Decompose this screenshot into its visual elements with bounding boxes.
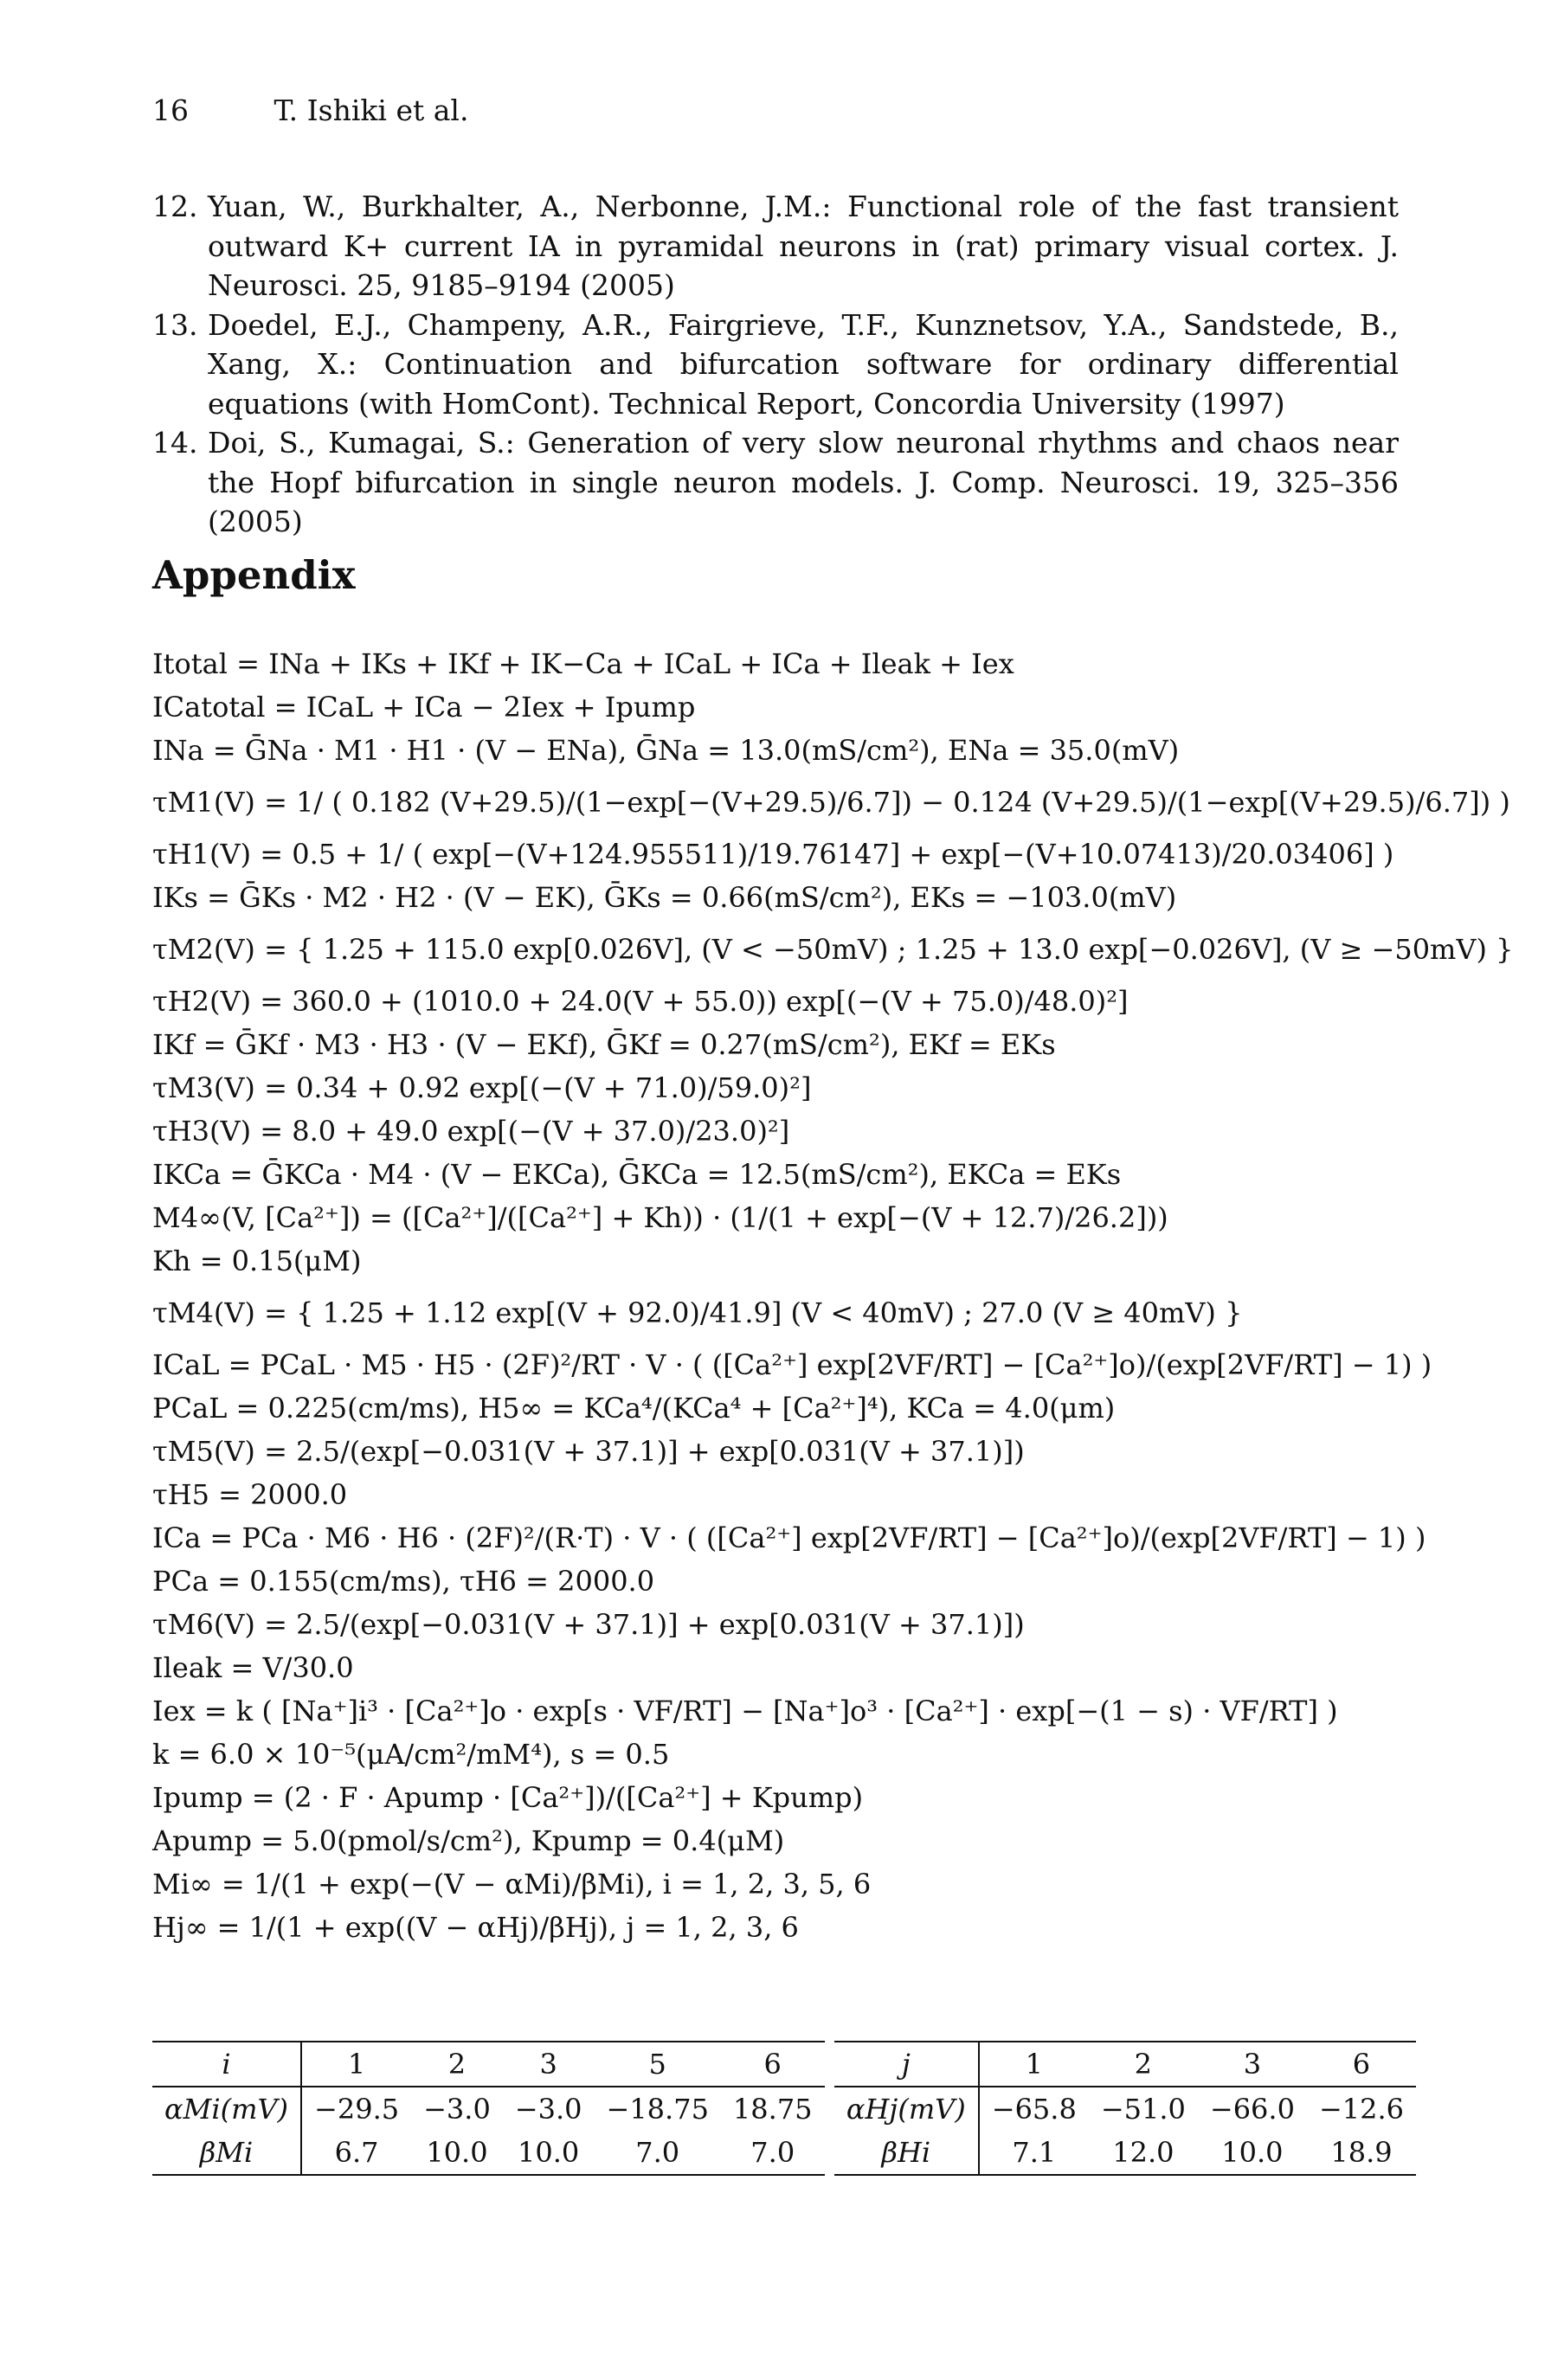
table-cell: 1	[979, 2042, 1089, 2087]
equation: IKs = ḠKs · M2 · H2 · (V − EK), ḠKs = 0.66(mS/cm²), EKs = −103.0(mV)	[152, 881, 1177, 914]
reference-text: Doedel, E.J., Champeny, A.R., Fairgrieve, T.F., Kunznetsov, Y.A., Sandstede, B., Xang, X.: Continuation and bifurcation software for ordinary differential equations (with HomCont). Technical Report, Concordia University (1997)	[208, 307, 1399, 421]
table-cell: −65.8	[991, 2093, 1077, 2126]
running-title: T. Ishiki et al.	[274, 93, 469, 127]
equation: ICatotal = ICaL + ICa − 2Iex + Ipump	[152, 691, 696, 724]
equation: INa = ḠNa · M1 · H1 · (V − ENa), ḠNa = 13.0(mS/cm²), ENa = 35.0(mV)	[152, 734, 1180, 767]
table-cell: −29.5	[314, 2093, 400, 2126]
table-row	[834, 2087, 1416, 2131]
table-cell: −66.0	[1209, 2093, 1295, 2126]
reference-item	[152, 423, 1399, 542]
m-gate-parameter-table	[152, 2041, 825, 2176]
table-header-row	[152, 2042, 825, 2087]
equation: τH5 = 2000.0	[152, 1478, 348, 1511]
table-cell: 12.0	[1089, 2131, 1198, 2175]
equation: IKf = ḠKf · M3 · H3 · (V − EKf), ḠKf = 0.27(mS/cm²), EKf = EKs	[152, 1028, 1056, 1061]
equation: Iex = k ( [Na⁺]i³ · [Ca²⁺]o · exp[s · VF/RT] − [Na⁺]o³ · [Ca²⁺] · exp[−(1 − s) · VF/RT] )	[152, 1695, 1338, 1727]
parameter-tables	[152, 2041, 1416, 2176]
running-header	[152, 93, 468, 127]
table-cell: 1	[301, 2042, 411, 2087]
equation: k = 6.0 × 10⁻⁵(μA/cm²/mM⁴), s = 0.5	[152, 1738, 670, 1771]
equation: Hj∞ = 1/(1 + exp((V − αHj)/βHj), j = 1, 2, 3, 6	[152, 1911, 799, 1944]
table-cell: 10.0	[503, 2131, 595, 2175]
table-row	[152, 2087, 825, 2131]
equation: PCa = 0.155(cm/ms), τH6 = 2000.0	[152, 1565, 655, 1598]
equation: τH1(V) = 0.5 + 1/ ( exp[−(V+124.955511)/19.76147] + exp[−(V+10.07413)/20.03406] )	[152, 838, 1394, 871]
table-cell: 7.0	[721, 2131, 825, 2175]
table-cell: αMi(mV)	[152, 2087, 301, 2131]
reference-number: 14.	[152, 426, 198, 460]
table-cell: 6.7	[301, 2131, 411, 2175]
table-cell: −3.0	[514, 2093, 582, 2126]
equation: τM3(V) = 0.34 + 0.92 exp[(−(V + 71.0)/59.0)²]	[152, 1071, 812, 1104]
equation: Ileak = V/30.0	[152, 1651, 354, 1684]
equation: IKCa = ḠKCa · M4 · (V − EKCa), ḠKCa = 12.5(mS/cm²), EKCa = EKs	[152, 1158, 1122, 1191]
table-cell: 10.0	[411, 2131, 503, 2175]
table-row	[834, 2131, 1416, 2175]
table-cell: −3.0	[423, 2093, 491, 2126]
h-gate-parameter-table	[834, 2041, 1416, 2176]
table-cell: 6	[1307, 2042, 1416, 2087]
table-cell: 7.0	[595, 2131, 721, 2175]
table-cell: 18.9	[1307, 2131, 1416, 2175]
equation: τH2(V) = 360.0 + (1010.0 + 24.0(V + 55.0)) exp[(−(V + 75.0)/48.0)²]	[152, 985, 1129, 1018]
equation: Itotal = INa + IKs + IKf + IK−Ca + ICaL + ICa + Ileak + Iex	[152, 647, 1014, 680]
equation: PCaL = 0.225(cm/ms), H5∞ = KCa⁴/(KCa⁴ + [Ca²⁺]⁴), KCa = 4.0(μm)	[152, 1392, 1116, 1425]
table-cell: 7.1	[979, 2131, 1089, 2175]
table-cell: βHi	[834, 2131, 979, 2175]
equation: τM2(V) = { 1.25 + 115.0 exp[0.026V], (V < −50mV) ; 1.25 + 13.0 exp[−0.026V], (V ≥ −50mV) }	[152, 933, 1514, 966]
table-cell: j	[834, 2042, 979, 2087]
reference-list	[152, 187, 1399, 542]
table-cell: βMi	[152, 2131, 301, 2175]
table-header-row	[834, 2042, 1416, 2087]
equation: τH3(V) = 8.0 + 49.0 exp[(−(V + 37.0)/23.0)²]	[152, 1115, 790, 1148]
table-cell: 10.0	[1198, 2131, 1307, 2175]
table-row	[152, 2131, 825, 2175]
reference-number: 13.	[152, 307, 198, 342]
table-cell: i	[152, 2042, 301, 2087]
table-cell: −12.6	[1318, 2093, 1404, 2126]
table-cell: 2	[1089, 2042, 1198, 2087]
equation: Ipump = (2 · F · Apump · [Ca²⁺])/([Ca²⁺] + Kpump)	[152, 1781, 864, 1814]
page-number: 16	[152, 93, 189, 127]
table-cell: 3	[503, 2042, 595, 2087]
equation: τM1(V) = 1/ ( 0.182 (V+29.5)/(1−exp[−(V+29.5)/6.7]) − 0.124 (V+29.5)/(1−exp[(V+29.5)/6.7]) )	[152, 786, 1510, 819]
reference-text: Yuan, W., Burkhalter, A., Nerbonne, J.M.: Functional role of the fast transient outward K+ current IA in pyramidal neurons in (rat) primary visual cortex. J. Neurosci. 25, 9185–9194 (2005)	[208, 190, 1399, 302]
equation: τM4(V) = { 1.25 + 1.12 exp[(V + 92.0)/41.9] (V < 40mV) ; 27.0 (V ≥ 40mV) }	[152, 1296, 1243, 1329]
reference-item	[152, 306, 1399, 424]
table-cell: 6	[721, 2042, 825, 2087]
equation: τM5(V) = 2.5/(exp[−0.031(V + 37.1)] + exp[0.031(V + 37.1)])	[152, 1435, 1025, 1468]
table-cell: αHj(mV)	[834, 2087, 979, 2131]
reference-number: 12.	[152, 190, 198, 223]
table-cell: −18.75	[606, 2093, 709, 2126]
reference-text: Doi, S., Kumagai, S.: Generation of very slow neuronal rhythms and chaos near the Hopf bifurcation in single neuron models. J. Comp. Neurosci. 19, 325–356 (2005)	[208, 426, 1399, 538]
section-title: Appendix	[152, 552, 356, 598]
equation-block	[152, 642, 1514, 1949]
table-cell: −51.0	[1100, 2093, 1186, 2126]
equation: Mi∞ = 1/(1 + exp(−(V − αMi)/βMi), i = 1, 2, 3, 5, 6	[152, 1868, 872, 1901]
table-cell: 18.75	[732, 2093, 813, 2126]
equation: M4∞(V, [Ca²⁺]) = ([Ca²⁺]/([Ca²⁺] + Kh)) · (1/(1 + exp[−(V + 12.7)/26.2]))	[152, 1201, 1168, 1234]
equation: Kh = 0.15(μM)	[152, 1245, 362, 1277]
table-cell: 2	[411, 2042, 503, 2087]
equation: τM6(V) = 2.5/(exp[−0.031(V + 37.1)] + exp[0.031(V + 37.1)])	[152, 1608, 1025, 1641]
table-cell: 3	[1198, 2042, 1307, 2087]
table-cell: 5	[595, 2042, 721, 2087]
reference-item	[152, 187, 1399, 306]
equation: Apump = 5.0(pmol/s/cm²), Kpump = 0.4(μM)	[152, 1824, 785, 1857]
equation: ICa = PCa · M6 · H6 · (2F)²/(R·T) · V · ( ([Ca²⁺] exp[2VF/RT] − [Ca²⁺]o)/(exp[2VF/RT] − 1) )	[152, 1521, 1426, 1554]
equation: ICaL = PCaL · M5 · H5 · (2F)²/RT · V · ( ([Ca²⁺] exp[2VF/RT] − [Ca²⁺]o)/(exp[2VF/RT] − 1) )	[152, 1348, 1432, 1381]
